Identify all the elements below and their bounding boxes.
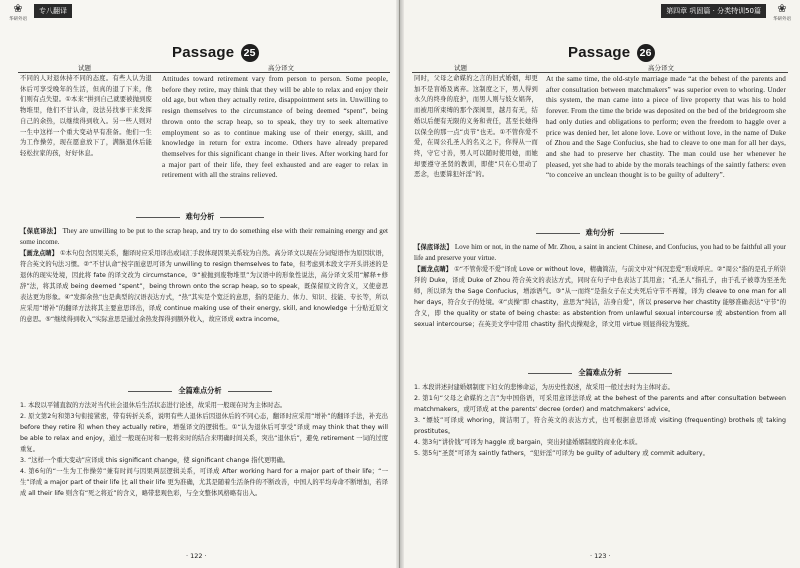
chapter-tag: 第四章 巩固篇 · 分类特训50篇 <box>661 4 766 18</box>
overall-section-title: 全篇难点分析 <box>400 368 800 378</box>
publisher-logo <box>5 2 31 26</box>
baseline-tag: 【保底译法】 <box>414 244 453 251</box>
book-logo-icon: ❀ <box>13 2 23 15</box>
logo-text: 华研外语 <box>773 17 791 22</box>
point-item: 3. “这样一个重大变动”应译成 this significant change，使 significant change 指代更明确。 <box>20 457 290 464</box>
col-translation-label: 高分译文 <box>268 64 294 72</box>
logo-text: 华研外语 <box>9 17 27 22</box>
overall-section-title: 全篇难点分析 <box>0 386 400 396</box>
passage-title <box>568 44 655 62</box>
translation-text: At the same time, the old-style marriage made “at the behest of the parents and after consultation between matchmakers” was superior even to whoring. Under this system, the man came into a piece of live property that was his to hold forever. From the time the bride was deposited on the bed of the bridegroom she had only duties and obligations to perform; even the freedom to haggle over a price was denied her, let alone love. Love or without love, in the name of Duke of Zhou and the Sage Confucius, she had to cleave to one man for all her days, and she had to preserve her chastity. The man could use her whenever he pleased, yet she had to abide by the morals teachings of the saintly fathers: even “to conceive an unclean thought is to be guilty of adultery”. <box>546 75 786 180</box>
highlight-tag: 【画龙点睛】 <box>414 266 453 273</box>
point-item: 1. 本段以平铺直叙的方法对当代社会退休后生活状态进行论述，故采用一般现在时为主体时态。 <box>20 402 287 409</box>
point-item: 3. “嫖妓”可译成 whoring，简洁明了，符合英文的表达方式，也可根据意思译成 visiting (frequenting) brothels 或 taking prostitutes。 <box>414 417 786 435</box>
difficult-section-title: 难句分析 <box>400 228 800 238</box>
point-item: 2. 原文第2句和第3句衔接紧密，带有转折关系，说明有些人退休后因退休后的不同心态，翻译时应采用“增补”的翻译手法，补充出 before they retire 和 when they actually retire，增强译文的逻辑性。①“认为退休后可享受”译成 may think that they will be able to relax and enjoy，通过一般现在时和一般将来时的结合来明确时间关系，突出“退休后”，避免 retirement 一词的过度重复。 <box>20 413 388 453</box>
highlight-notes: ①本句包含因果关系，翻译时应采用译出或词汇手段体现因果关系较为自然。高分译文以现在分词短语作为原因状语，符合英文的句法习惯。②“不甘认命”按字面意思可译为 unwilling to resign themselves to fate，但考虑到本段文字开头讲述的是退休的现实处境，因此将 fate 的译文改为 circumstance。③“被抛到废物堆里”为汉语中的形象性说法，高分译文采用“解释+修辞”法，将其译成 being deemed “spent”，being thrown onto the scrap heap, so to speak，既保留原文的含义，又使意思表达更为形象。④“发挥余热”也是典型的汉语表达方式，“热”其实是个宽泛的意思，指的是能力、体力、知识、技能、专长等，所以应采用“增补”的翻译方法将其主要意思译出，译成 continue making use of their energy, skill, and knowledge 十分贴近原文的意思。⑤“继续得到收入”实际意思是通过余热发挥得到额外收入，故应译成 extra income。 <box>20 250 388 323</box>
passage-label: Passage <box>568 44 631 61</box>
baseline-tag: 【保底译法】 <box>20 228 61 235</box>
book-logo-icon: ❀ <box>777 2 787 15</box>
page-number: · 122 · <box>186 552 207 560</box>
column-header <box>412 63 788 73</box>
overall-points <box>414 382 786 532</box>
col-source-label: 试题 <box>78 64 91 72</box>
translation-text: Attitudes toward retirement vary from person to person. Some people, before they retire, may think that they will be able to relax and enjoy their old age, but when they actually retire, disappointment sets in. Unwilling to resign themselves to the circumstance of being deemed “spent”, being thrown onto the scrap heap, so to speak, they try to seek alternative employment so as to continue making use of their energy, skill, and knowledge in return for extra income. Others have already prepared themselves for this significant change in their lives. After working hard for a major part of their life, they feel exhausted and are eager to relax in retirement with all the strains relieved. <box>162 75 388 180</box>
highlight-tag: 【画龙点睛】 <box>20 250 58 257</box>
source-text: 不同的人对退休持不同的态度。有些人认为退休后可享受晚年的生活，但真的退了下来，他们则有点失望。①本来“拼到自己就要被抛到废物堆里，他们不甘认命，设法另找事干来发挥自己的余热，以继续得到收入。另一些人则对一生中这样一个重大变动早有准备。他们一生为工作操劳，现在愿意放下了，满脑退休后能轻松拉家的孩，好好休息。 <box>20 75 152 157</box>
passage-number: 25 <box>241 44 259 62</box>
overall-points <box>20 400 388 540</box>
passage-title <box>172 44 259 62</box>
page-number: · 123 · <box>590 552 611 560</box>
point-item: 5. 第5句“圣贤”可译为 saintly fathers，“犯奸淫”可译为 be guilty of adultery 或 commit adultery。 <box>414 450 709 457</box>
passage-label: Passage <box>172 44 235 61</box>
difficult-analysis <box>414 242 786 366</box>
col-translation-label: 高分译文 <box>648 64 674 72</box>
col-source-label: 试题 <box>454 64 467 72</box>
baseline-translation: Love him or not, in the name of Mr. Zhou, a saint in ancient Chinese, and Confucius, you had to be faithful all your life and preserve your virtue. <box>414 243 786 262</box>
point-item: 2. 第1句“父母之命媒妁之言”为中国俗语，可采用意译法译成 at the behest of the parents and after consultation between matchmakers，或可译成 at the parents’ decree (order) and matchmakers’ advice。 <box>414 395 786 413</box>
baseline-translation: They are unwilling to be put to the scrap heap, and try to do something else with their remaining energy and get some income. <box>20 227 388 246</box>
difficult-analysis <box>20 226 388 386</box>
right-page <box>400 0 800 568</box>
highlight-notes: ①“不管你爱不爱”译成 Love or without love，精确简洁，与前文中对“何况恋爱”形成呼应。②“周公”指的是孔子所崇拜的 Duke，译成 Duke of Zhou 符合英文的表达方式，同时在句子中也表达了其用意；“孔圣人”指孔子，由于孔子被尊为至圣先师，所以译为 the Sage Confucius，增添语气。③“从一而终”是指女子在丈夫死后守节不再嫁，译为 cleave to one man for all her days，符合女子的处境。④“贞操”即 chastity，意思为“纯洁，洁身自爱”，所以 preserve her chastity 能够准确表达“守节”的含义，即 the quality or state of being chaste: as abstention from unlawful sexual intercourse 或 abstention from all sexual intercourse；在英美文学中常用 chastity 指代贞操观念，译文用 virtue 则显得较为笼统。 <box>414 266 786 328</box>
chapter-tag: 专八翻译 <box>34 4 72 18</box>
source-text: 同时，父母之命媒妁之言的旧式婚姻，却更加不是盲婚及离弃。这制度之下，男人得到永久的终身的庇护，而男人则与妓女娼奔，而被用所束缚的那个深闺里，越月有无，结婚以后便有无限的义务和责任，甚至长她得以保全的那一点“贞节”也无。①不管你爱不爱，在周公孔圣人的名义之下，你得从一而终，守它寸善，男人可以随时使用她，而她却要遵守圣贤的教训，即使“只在心里动了恶念，也要算犯奸淫”的。 <box>414 75 538 179</box>
point-item: 4. 第3句“讲价钱”可译为 haggle 或 bargain，突出封建婚姻制度的商业化本质。 <box>414 439 642 446</box>
publisher-logo <box>769 2 795 26</box>
book-spine <box>396 0 404 568</box>
point-item: 4. 第6句的“一生为工作操劳”兼有时间与因果两层逻辑关系，可译成 After working hard for a major part of their life；“一生”译成 a major part of their life 比 all their life 更为准确，尤其是随着生活条件的不断改善，中国人的平均寿命不断增加，若译成 all their life 则含有“死之将近”的含义，略带悲观色彩，与全文整体风格略有出入。 <box>20 468 388 497</box>
passage-number: 26 <box>637 44 655 62</box>
difficult-section-title: 难句分析 <box>0 212 400 222</box>
column-header <box>18 63 390 73</box>
point-item: 1. 本段讲述封建婚姻制度下妇女的悲惨命运，为历史性叙述，故采用一般过去时为主体时态。 <box>414 384 674 391</box>
